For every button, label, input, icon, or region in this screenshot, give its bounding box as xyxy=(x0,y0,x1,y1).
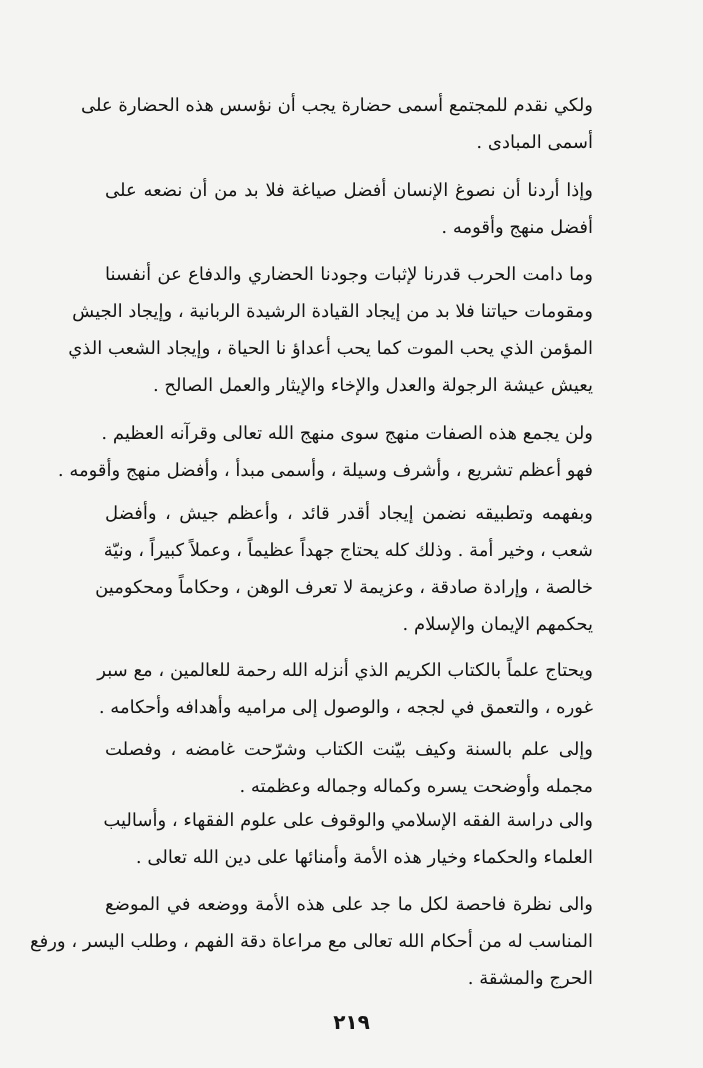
paragraph-9 xyxy=(30,886,593,997)
page-number: ٢١٩ xyxy=(333,1010,370,1034)
paragraph-line: ولن يجمع هذه الصفات منهج سوى منهج الله تعالى وقرآنه العظيم . xyxy=(101,423,593,444)
paragraph-line: وما دامت الحرب قدرنا لإثبات وجودنا الحضاري والدفاع عن أنفسنا xyxy=(105,264,593,285)
paragraph-6 xyxy=(97,652,593,726)
paragraph-line: يحكمهم الإيمان والإسلام . xyxy=(402,614,593,635)
paragraph-line: فهو أعظم تشريع ، وأشرف وسيلة ، وأسمى مبدأ ، وأفضل منهج وأقومه . xyxy=(57,460,593,481)
paragraph-line: ولكي نقدم للمجتمع أسمى حضارة يجب أن نؤسس هذه الحضارة على xyxy=(80,95,593,116)
paragraph-4 xyxy=(57,415,593,489)
paragraph-line: أسمى المبادى . xyxy=(476,132,593,153)
paragraph-line: خالصة ، وإرادة صادقة ، وعزيمة لا تعرف الوهن ، وحكاماً ومحكومين xyxy=(95,577,593,598)
paragraph-line: وإذا أردنا أن نصوغ الإنسان أفضل صياغة فلا بد من أن نضعه على xyxy=(105,180,593,201)
paragraph-line: والى دراسة الفقه الإسلامي والوقوف على علوم الفقهاء ، وأساليب xyxy=(103,810,593,831)
paragraph-1 xyxy=(80,87,593,161)
paragraph-line: أفضل منهج وأقومه . xyxy=(441,217,593,238)
paragraph-line: الحرج والمشقة . xyxy=(467,968,593,989)
paragraph-3 xyxy=(68,256,593,404)
paragraph-line: ويحتاج علماً بالكتاب الكريم الذي أنزله الله رحمة للعالمين ، مع سبر xyxy=(97,660,593,681)
paragraph-line: شعب ، وخير أمة . وذلك كله يحتاج جهداً عظيماً ، وعملاً كبيراً ، ونيّة xyxy=(103,540,593,561)
paragraph-line: مجمله وأوضحت يسره وكماله وجماله وعظمته . xyxy=(239,776,593,797)
paragraph-line: المناسب له من أحكام الله تعالى مع مراعاة دقة الفهم ، وطلب اليسر ، ورفع xyxy=(30,931,593,952)
paragraph-7 xyxy=(105,731,593,805)
paragraph-line: ومقومات حياتنا فلا بد من إيجاد القيادة الرشيدة الربانية ، وإيجاد الجيش xyxy=(72,301,593,322)
paragraph-line: غوره ، والتعمق في لججه ، والوصول إلى مراميه وأهدافه وأحكامه . xyxy=(98,697,593,718)
paragraph-line: وبفهمه وتطبيقه نضمن إيجاد أقدر قائد ، وأعظم جيش ، وأفضل xyxy=(105,503,593,524)
paragraph-line: وإلى علم بالسنة وكيف بيّنت الكتاب وشرّحت غامضه ، وفصلت xyxy=(105,739,593,760)
paragraph-line: والى نظرة فاحصة لكل ما جد على هذه الأمة ووضعه في الموضع xyxy=(105,894,593,915)
paragraph-line: المؤمن الذي يحب الموت كما يحب أعداؤ نا الحياة ، وإيجاد الشعب الذي xyxy=(68,338,593,359)
paragraph-line: يعيش عيشة الرجولة والعدل والإخاء والإيثار والعمل الصالح . xyxy=(152,375,593,396)
paragraph-5 xyxy=(95,495,593,643)
paragraph-8 xyxy=(105,802,593,876)
paragraph-2 xyxy=(105,172,593,246)
paragraph-line: العلماء والحكماء وخيار هذه الأمة وأمنائها على دين الله تعالى . xyxy=(135,847,593,868)
